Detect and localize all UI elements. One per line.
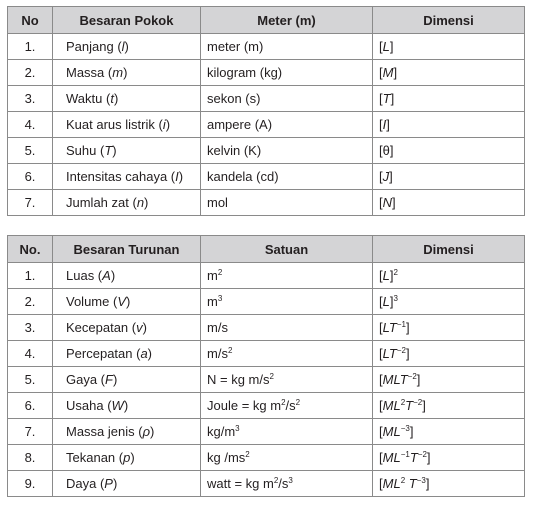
dimension-part: ML: [382, 476, 401, 491]
dimension-part: N: [382, 195, 393, 210]
quantity-symbol: n: [136, 195, 145, 210]
row-number: 2.: [8, 289, 53, 315]
dimension-part: L: [382, 39, 390, 54]
unit-cell: kelvin (K): [201, 138, 373, 164]
quantity-symbol: F: [105, 372, 113, 387]
dimension-cell: [373, 34, 525, 60]
unit-part: 2: [295, 398, 301, 407]
table-row: [8, 289, 525, 315]
unit-part: 2: [269, 372, 274, 381]
table-besaran-pokok: [7, 6, 525, 216]
dimension-cell: [373, 419, 525, 445]
dimension-cell: [373, 86, 525, 112]
quantity-name: [53, 112, 201, 138]
dimension-part: T: [382, 91, 391, 106]
quantity-label-end: ): [113, 91, 119, 106]
dimension-part: [: [379, 169, 383, 184]
unit-cell: mol: [201, 190, 373, 216]
quantity-label-end: ): [142, 320, 147, 335]
unit-cell: kilogram (kg): [201, 60, 373, 86]
quantity-symbol: V: [117, 294, 126, 309]
quantity-symbol: T: [104, 143, 113, 158]
table-row: [8, 34, 525, 60]
unit-cell: [201, 315, 373, 341]
quantity-label-end: ): [150, 424, 155, 439]
dimension-part: ]: [389, 39, 394, 54]
unit-part: m: [207, 268, 218, 283]
unit-cell: [201, 393, 373, 419]
dimension-part: L: [382, 294, 390, 309]
dimension-part: ]: [422, 398, 426, 413]
dimension-part: ML: [382, 424, 401, 439]
unit-cell: [201, 289, 373, 315]
quantity-label-end: ): [125, 294, 131, 309]
quantity-name: [53, 60, 201, 86]
unit-part: m/s: [207, 346, 228, 361]
quantity-label-end: ): [130, 450, 135, 465]
dimension-part: T: [405, 398, 414, 413]
dimension-part: ]: [392, 195, 396, 210]
unit-cell: [201, 419, 373, 445]
dimension-part: T: [409, 450, 418, 465]
row-number: 7.: [8, 190, 53, 216]
quantity-symbol: l: [121, 39, 125, 54]
row-number: 3.: [8, 86, 53, 112]
dimension-part: I: [382, 117, 387, 132]
unit-cell: meter (m): [201, 34, 373, 60]
unit-cell: [201, 341, 373, 367]
table-row: [8, 112, 525, 138]
dimension-part: ]: [405, 346, 410, 361]
unit-part: N = kg m/s: [207, 372, 270, 387]
row-number: 6.: [8, 164, 53, 190]
table-row: [8, 393, 525, 419]
dimension-part: [: [379, 450, 383, 465]
table-row: [8, 190, 525, 216]
quantity-symbol: ρ: [142, 424, 151, 439]
dimension-part: ]: [405, 320, 410, 335]
row-number: 8.: [8, 445, 53, 471]
table-row: [8, 445, 525, 471]
dimension-part: [: [379, 195, 383, 210]
dimension-part: [: [379, 424, 383, 439]
dimension-part: [θ]: [379, 143, 394, 158]
dimension-cell: [373, 263, 525, 289]
header-row: [8, 236, 525, 263]
dimension-part: −2: [396, 346, 406, 355]
dimension-cell: [373, 60, 525, 86]
unit-part: /s: [278, 476, 289, 491]
quantity-label-end: ): [123, 65, 128, 80]
dimension-cell: [373, 289, 525, 315]
dimension-cell: [373, 393, 525, 419]
dimension-cell: [373, 138, 525, 164]
dimension-cell: [373, 471, 525, 497]
dimension-part: [: [379, 398, 383, 413]
unit-part: 2: [217, 268, 223, 277]
dimension-cell: [373, 445, 525, 471]
quantity-label: Percepatan (: [66, 346, 141, 361]
quantity-label-end: ): [124, 39, 129, 54]
header-no: No: [8, 7, 53, 34]
quantity-label: Kecepatan (: [66, 320, 137, 335]
quantity-name: [53, 419, 201, 445]
row-number: 3.: [8, 315, 53, 341]
quantity-label: Waktu (: [66, 91, 111, 106]
dimension-part: ]: [389, 268, 394, 283]
unit-cell: [201, 367, 373, 393]
quantity-symbol: I: [175, 169, 179, 184]
quantity-name: [53, 190, 201, 216]
dimension-part: ML: [382, 450, 401, 465]
row-number: 2.: [8, 60, 53, 86]
unit-cell: [201, 445, 373, 471]
dimension-part: [: [379, 372, 383, 387]
header-satuan: Satuan: [201, 236, 373, 263]
dimension-part: −1: [396, 320, 406, 329]
row-number: 1.: [8, 34, 53, 60]
dimension-part: [: [379, 346, 383, 361]
header-dimensi: Dimensi: [373, 7, 525, 34]
dimension-part: J: [382, 169, 390, 184]
quantity-name: [53, 34, 201, 60]
dimension-part: M: [382, 65, 394, 80]
header-row: [8, 7, 525, 34]
dimension-cell: [373, 341, 525, 367]
dimension-part: −2: [413, 398, 423, 407]
quantity-name: [53, 86, 201, 112]
quantity-symbol: v: [136, 320, 143, 335]
quantity-label: Massa jenis (: [66, 424, 143, 439]
quantity-label: Kuat arus listrik (: [66, 117, 163, 132]
row-number: 4.: [8, 341, 53, 367]
unit-part: 2: [273, 476, 279, 485]
row-number: 5.: [8, 138, 53, 164]
unit-part: m/s: [207, 320, 228, 335]
quantity-symbol: W: [111, 398, 124, 413]
header-no: No.: [8, 236, 53, 263]
dimension-part: −2: [417, 450, 427, 459]
dimension-part: [: [379, 39, 383, 54]
dimension-part: 2: [400, 476, 406, 485]
quantity-name: [53, 341, 201, 367]
table-row: [8, 263, 525, 289]
quantity-label: Volume (: [66, 294, 118, 309]
table-row: [8, 367, 525, 393]
quantity-label: Luas (: [66, 268, 103, 283]
dimension-part: MLT: [382, 372, 408, 387]
dimension-part: −1: [400, 450, 410, 459]
quantity-symbol: t: [110, 91, 114, 106]
table-row: [8, 60, 525, 86]
unit-cell: kandela (cd): [201, 164, 373, 190]
quantity-label: Panjang (: [66, 39, 122, 54]
row-number: 1.: [8, 263, 53, 289]
quantity-name: [53, 263, 201, 289]
dimension-part: ]: [425, 476, 430, 491]
quantity-label: Intensitas cahaya (: [66, 169, 176, 184]
dimension-part: ]: [416, 372, 421, 387]
dimension-part: −3: [416, 476, 426, 485]
header-besaran: Besaran Turunan: [53, 236, 201, 263]
dimension-part: LT: [382, 346, 397, 361]
dimension-part: ]: [390, 91, 395, 106]
dimension-part: [: [379, 65, 383, 80]
unit-cell: ampere (A): [201, 112, 373, 138]
header-satuan: Meter (m): [201, 7, 373, 34]
dimension-part: [: [379, 294, 383, 309]
dimension-cell: [373, 190, 525, 216]
dimension-part: ]: [409, 424, 414, 439]
unit-cell: [201, 263, 373, 289]
table-row: [8, 164, 525, 190]
dimension-part: T: [405, 476, 417, 491]
quantity-name: [53, 445, 201, 471]
quantity-symbol: a: [140, 346, 148, 361]
dimension-part: L: [382, 268, 390, 283]
dimension-part: [: [379, 476, 383, 491]
quantity-name: [53, 367, 201, 393]
quantity-label-end: ): [112, 143, 117, 158]
dimension-part: [: [379, 268, 383, 283]
dimension-part: ]: [426, 450, 431, 465]
dimension-part: ]: [389, 169, 393, 184]
unit-part: watt = kg m: [207, 476, 274, 491]
header-dimensi: Dimensi: [373, 236, 525, 263]
dimension-part: 2: [400, 398, 406, 407]
quantity-label-end: ): [144, 195, 149, 210]
unit-cell: [201, 471, 373, 497]
dimension-part: LT: [382, 320, 397, 335]
quantity-symbol: A: [102, 268, 111, 283]
table-row: [8, 315, 525, 341]
dimension-part: [: [379, 91, 383, 106]
dimension-part: 3: [393, 294, 398, 303]
quantity-name: [53, 138, 201, 164]
quantity-label-end: ): [112, 372, 118, 387]
row-number: 6.: [8, 393, 53, 419]
dimension-part: 2: [393, 268, 398, 277]
unit-part: kg /ms: [207, 450, 246, 465]
dimension-part: ]: [389, 294, 394, 309]
dimension-part: ]: [386, 117, 390, 132]
quantity-symbol: m: [112, 65, 124, 80]
unit-part: m: [207, 294, 218, 309]
table-row: [8, 419, 525, 445]
row-number: 7.: [8, 419, 53, 445]
unit-part: 2: [281, 398, 286, 407]
unit-part: 2: [227, 346, 233, 355]
dimension-part: ML: [382, 398, 401, 413]
quantity-label-end: ): [165, 117, 171, 132]
quantity-label-end: ): [110, 268, 116, 283]
row-number: 5.: [8, 367, 53, 393]
quantity-name: [53, 315, 201, 341]
quantity-name: [53, 289, 201, 315]
row-number: 4.: [8, 112, 53, 138]
dimension-part: [: [379, 117, 383, 132]
table-row: [8, 341, 525, 367]
header-besaran: Besaran Pokok: [53, 7, 201, 34]
quantity-label: Jumlah zat (: [66, 195, 137, 210]
table-besaran-turunan: [7, 235, 525, 497]
quantity-label: Usaha (: [66, 398, 112, 413]
table-row: [8, 471, 525, 497]
quantity-name: [53, 393, 201, 419]
unit-part: 3: [235, 424, 240, 433]
unit-part: Joule = kg m: [207, 398, 282, 413]
dimension-part: [: [379, 320, 383, 335]
quantity-label-end: ): [147, 346, 153, 361]
dimension-cell: [373, 112, 525, 138]
quantity-name: [53, 164, 201, 190]
quantity-symbol: p: [123, 450, 131, 465]
dimension-part: ]: [393, 65, 398, 80]
quantity-label-end: ): [178, 169, 184, 184]
dimension-cell: [373, 315, 525, 341]
quantity-symbol: P: [104, 476, 113, 491]
quantity-label: Massa (: [66, 65, 113, 80]
table-row: [8, 86, 525, 112]
unit-part: kg/m: [207, 424, 236, 439]
unit-part: /s: [285, 398, 296, 413]
unit-cell: sekon (s): [201, 86, 373, 112]
dimension-cell: [373, 164, 525, 190]
dimension-cell: [373, 367, 525, 393]
quantity-label: Daya (: [66, 476, 105, 491]
dimension-part: −2: [407, 372, 417, 381]
quantity-symbol: i: [162, 117, 166, 132]
quantity-label-end: ): [112, 476, 118, 491]
quantity-name: [53, 471, 201, 497]
dimension-part: −3: [400, 424, 410, 433]
quantity-label: Gaya (: [66, 372, 106, 387]
unit-part: 2: [245, 450, 250, 459]
unit-part: 3: [217, 294, 223, 303]
quantity-label: Tekanan (: [66, 450, 124, 465]
row-number: 9.: [8, 471, 53, 497]
table-row: [8, 138, 525, 164]
quantity-label-end: ): [123, 398, 129, 413]
unit-part: 3: [288, 476, 293, 485]
quantity-label: Suhu (: [66, 143, 105, 158]
